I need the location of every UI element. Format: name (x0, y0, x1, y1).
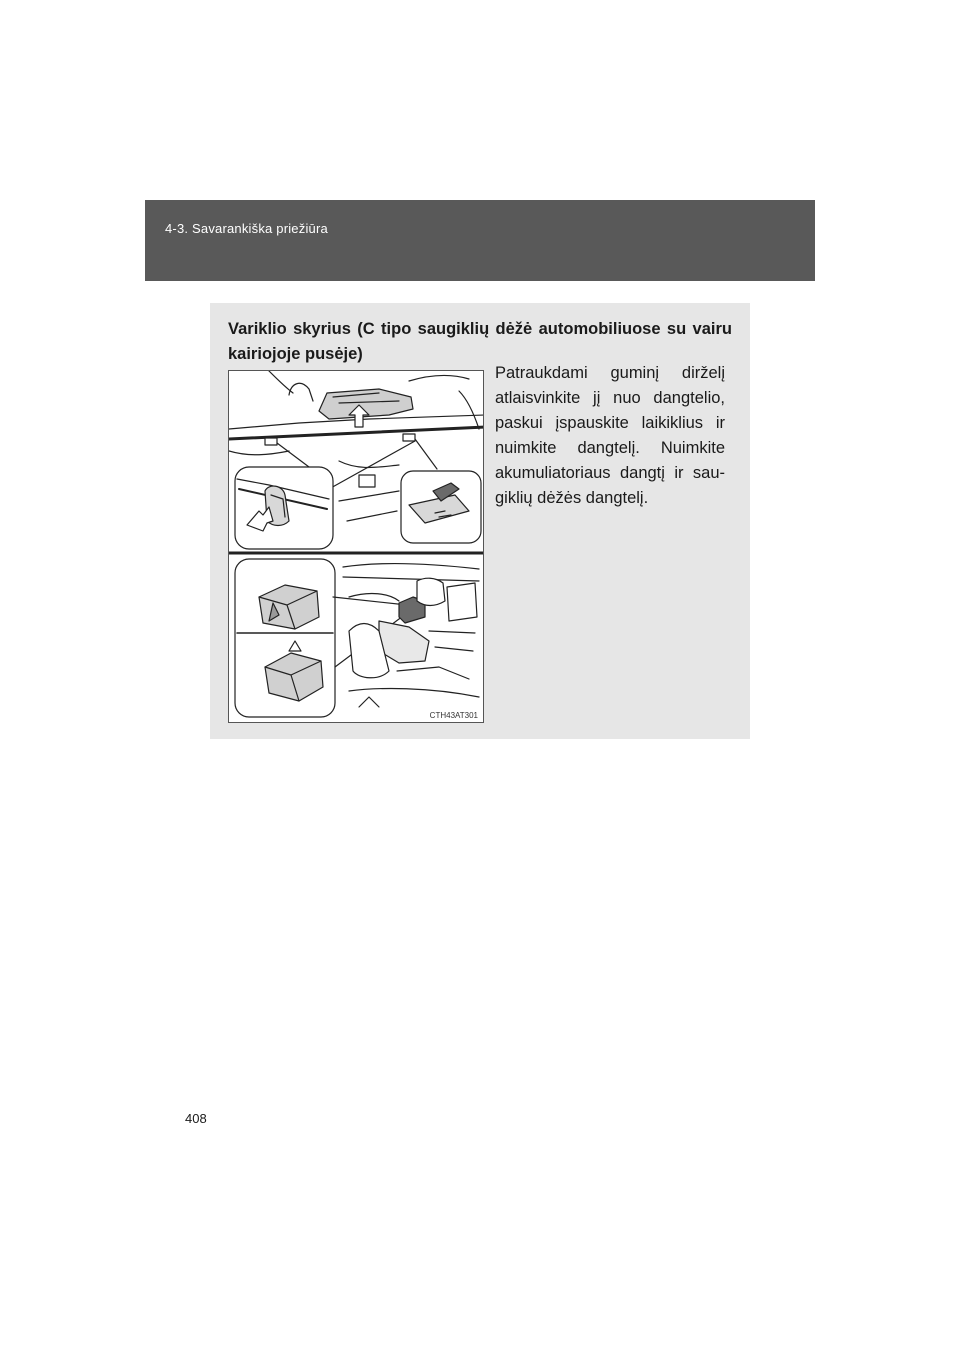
page-number: 408 (185, 1111, 207, 1126)
section-header-band (145, 200, 815, 281)
fuse-box-cover-illustration (228, 370, 484, 723)
illustration-drawing (229, 371, 484, 723)
instruction-text: Patraukdami guminį dirželį atlaisvinkite jį nuo dangtelio, paskui įspauskite laikiklius ir nuimkite dangtelį. Nuimkite akumuliatoriaus dangtį ir saugiklių dėžės dangtelį. (495, 364, 725, 507)
box-heading: Variklio skyrius (C tipo saugiklių dėžė automobiliuose su vairu kairiojoje pusėje) (228, 320, 732, 363)
instruction-box (210, 303, 750, 739)
figure-code: CTH43AT301 (429, 711, 478, 720)
section-title: 4-3. Savarankiška priežiūra (165, 221, 328, 236)
